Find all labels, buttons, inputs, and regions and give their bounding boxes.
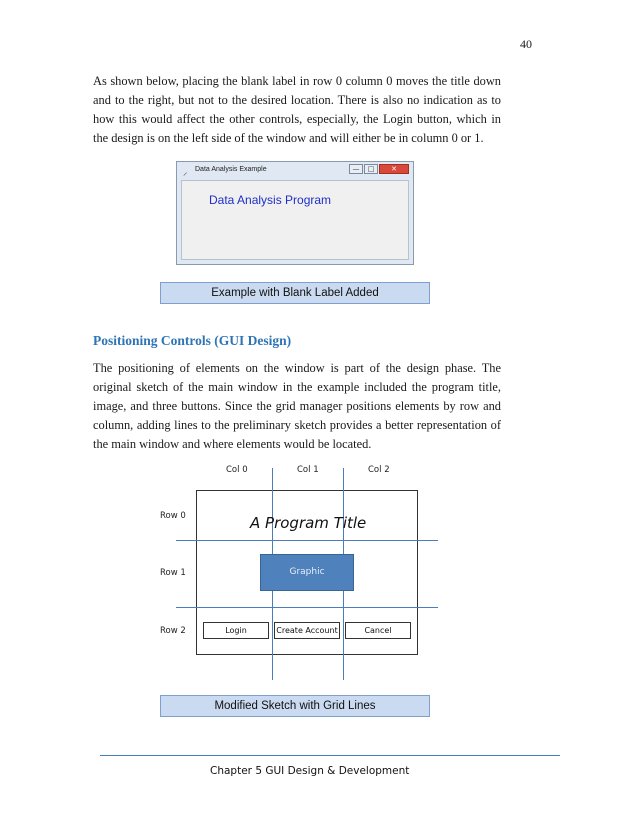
- page-number: 40: [520, 37, 532, 51]
- row-label: Row 2: [160, 626, 186, 636]
- grid-line-horizontal: [176, 607, 438, 608]
- row-label: Row 0: [160, 511, 186, 521]
- footer-rule: [100, 755, 560, 756]
- window-client-area: [181, 180, 409, 260]
- sketch-login-button: Login: [203, 622, 269, 639]
- example-window-screenshot: [176, 161, 414, 265]
- maximize-icon: □: [364, 164, 378, 174]
- figure-caption-grid-lines: Modified Sketch with Grid Lines: [160, 695, 430, 717]
- feather-icon: ⸝: [183, 168, 188, 178]
- sketch-cancel-button: Cancel: [345, 622, 411, 639]
- sketch-program-title: A Program Title: [250, 514, 367, 532]
- section-heading: Positioning Controls (GUI Design): [93, 333, 292, 348]
- window-title: Data Analysis Example: [195, 166, 267, 173]
- window-titlebar: [177, 162, 413, 179]
- paragraph-intro: As shown below, placing the blank label in row 0 column 0 moves the title down and to the right, but not to the desired location. There is also no indication as to how this would affect the other controls, especially, the Login button, which in the design is on the left side of the window and will either be in column 0 or 1.: [93, 74, 501, 145]
- row-label: Row 1: [160, 568, 186, 578]
- window-controls: [348, 164, 409, 174]
- grid-line-horizontal: [176, 540, 438, 541]
- paragraph-positioning: The positioning of elements on the window is part of the design phase. The original sketch of the main window in the example included the program title, image, and three buttons. Since the grid manager positions elements by row and column, adding lines to the preliminary sketch provides a better representation of the main window and where elements would be located.: [93, 361, 501, 451]
- minimize-icon: —: [349, 164, 363, 174]
- col-label: Col 2: [368, 465, 390, 475]
- sketch-graphic: Graphic: [260, 554, 354, 591]
- figure-caption-blank-label: Example with Blank Label Added: [160, 282, 430, 304]
- col-label: Col 1: [297, 465, 319, 475]
- close-icon: ✕: [379, 164, 409, 174]
- window-program-label: Data Analysis Program: [209, 193, 332, 207]
- sketch-create-account-button: Create Account: [274, 622, 340, 639]
- col-label: Col 0: [226, 465, 248, 475]
- footer-chapter: Chapter 5 GUI Design & Development: [210, 765, 410, 777]
